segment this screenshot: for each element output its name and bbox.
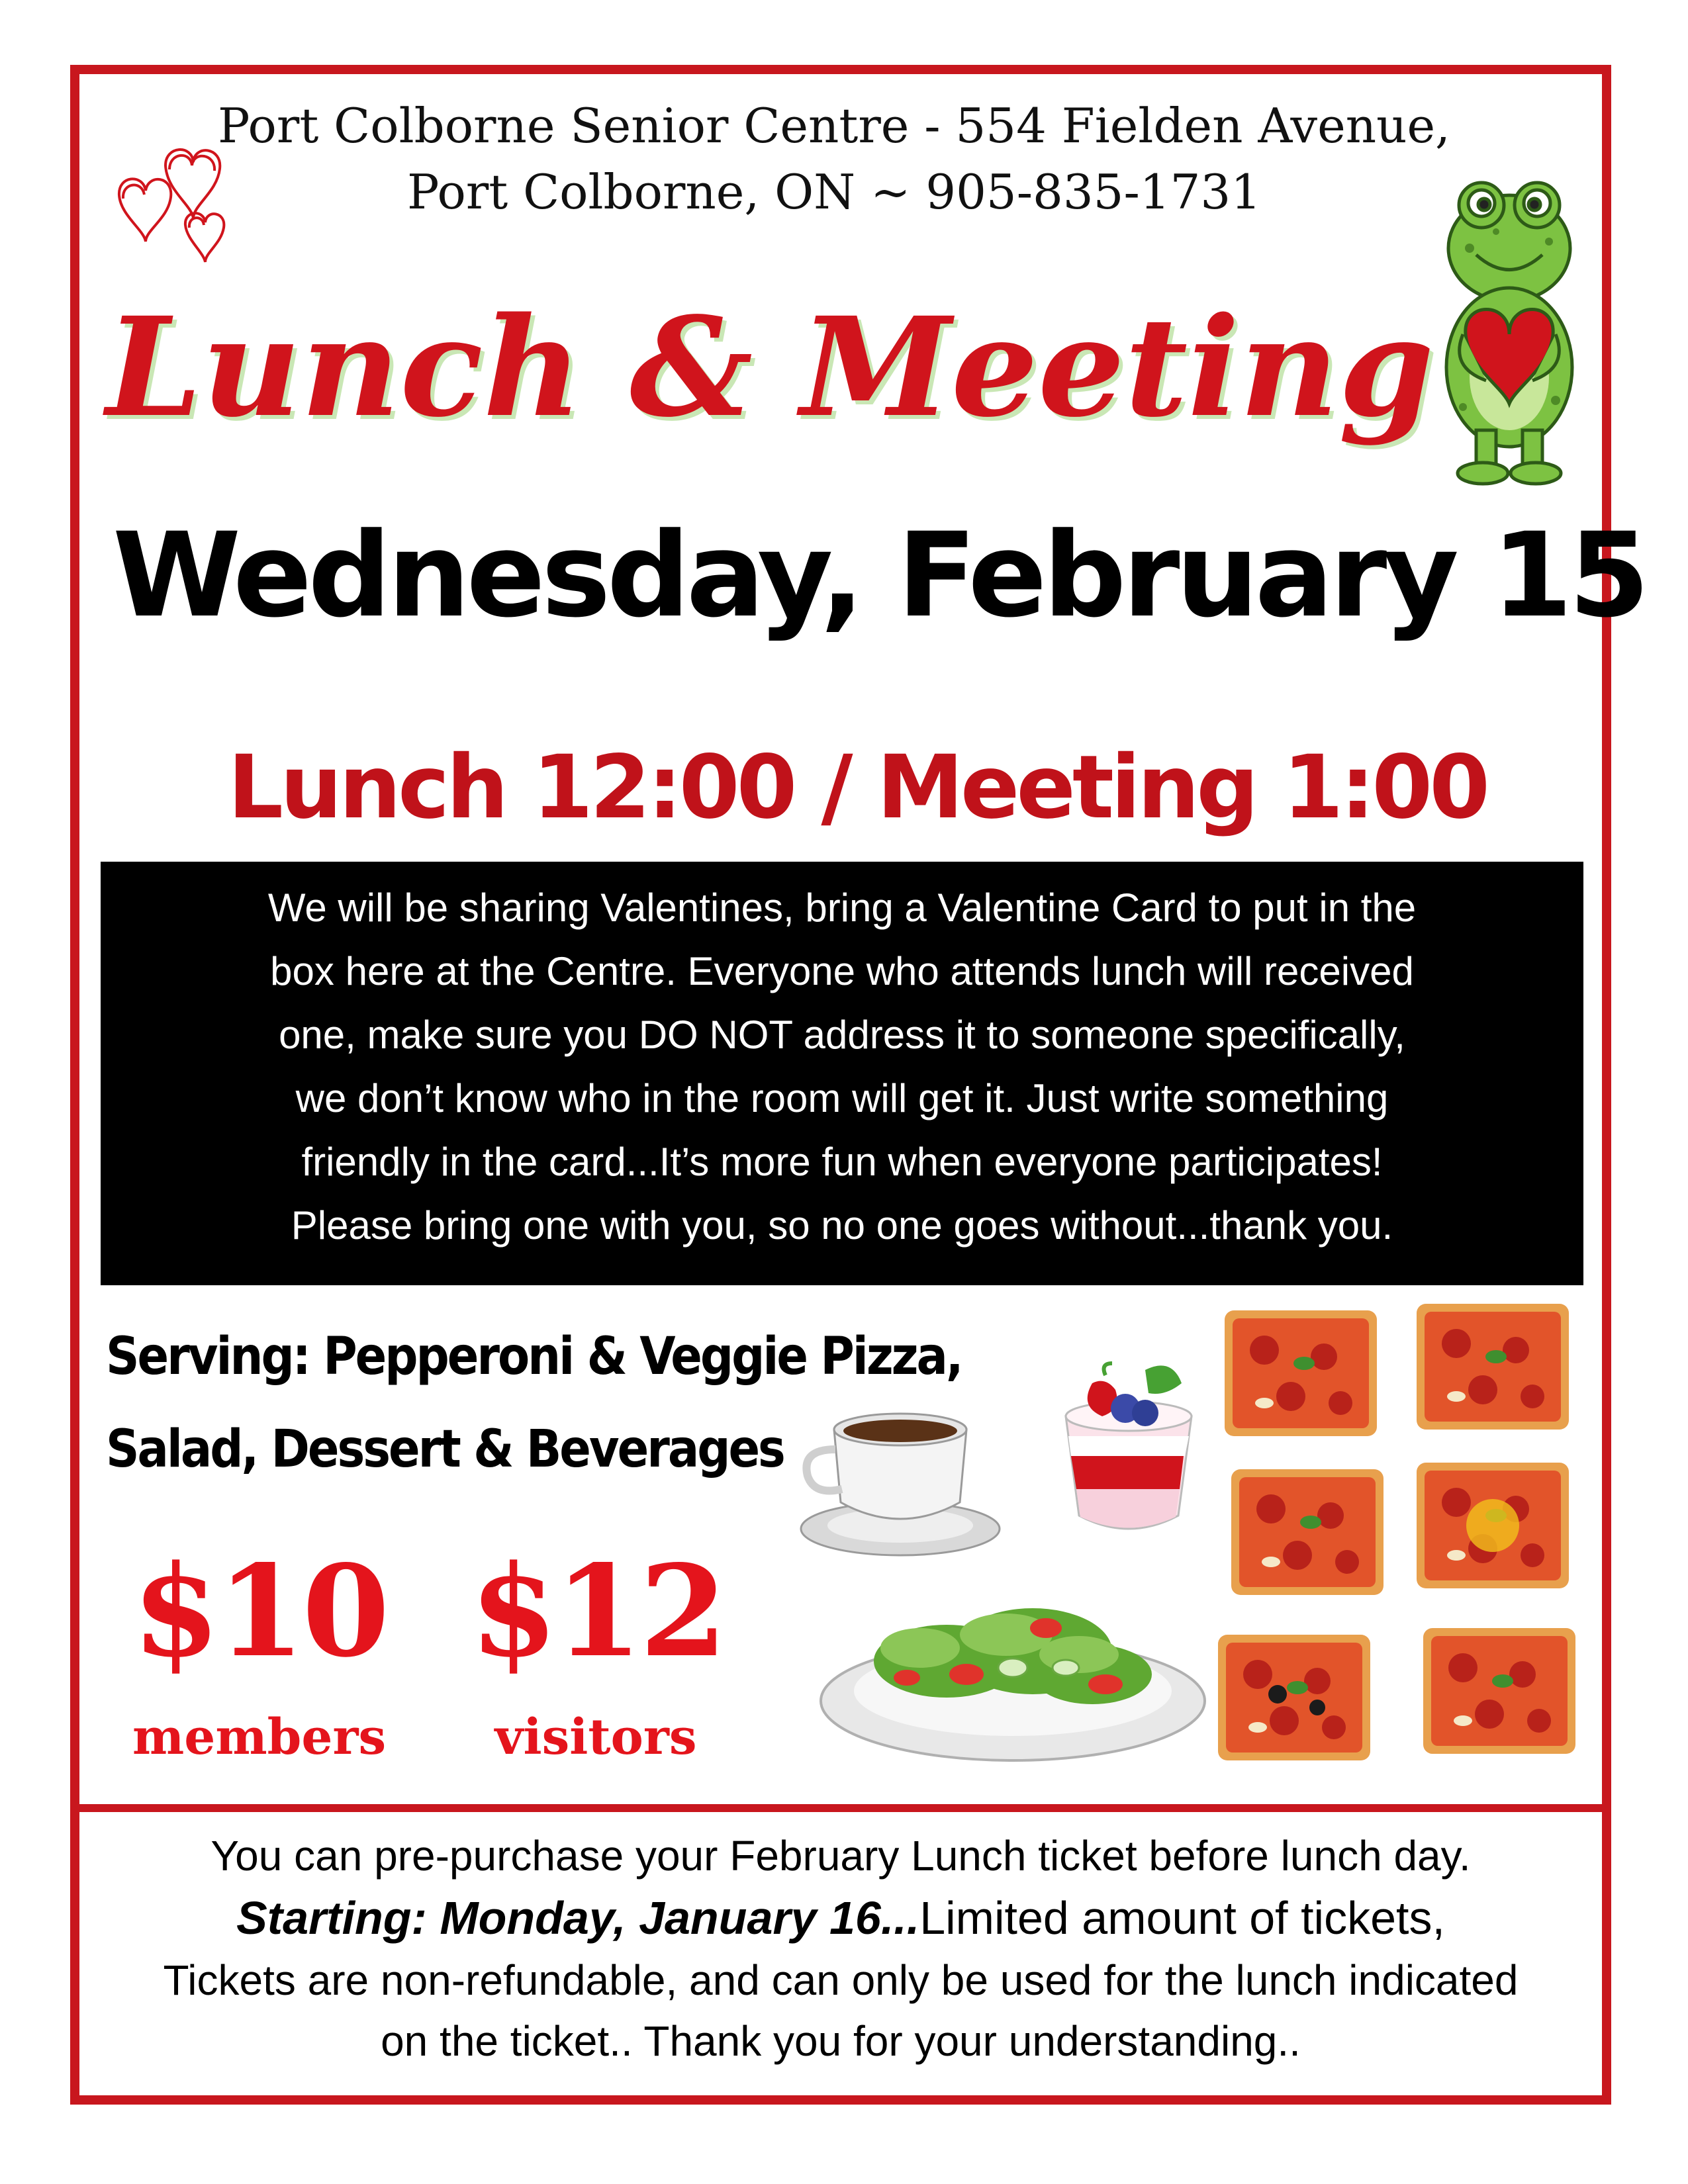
footer-line-2 (93, 1886, 1589, 1950)
footer-limited-note: Limited amount of tickets, (919, 1892, 1445, 1944)
dessert-cup-icon (1039, 1343, 1218, 1549)
menu-line-2: Salad, Dessert & Beverages (106, 1420, 784, 1479)
footer-start-date: Starting: Monday, January 16... (236, 1892, 920, 1944)
event-times: Lunch 12:00 / Meeting 1:00 (227, 737, 1487, 839)
address-block (106, 93, 1562, 225)
event-title: Lunch & Meeting (106, 287, 1434, 447)
members-price: $10 (132, 1537, 387, 1685)
hearts-icon (106, 132, 265, 298)
event-date: Wednesday, February 15 (113, 508, 1646, 643)
address-line-2: Port Colborne, ON ~ 905-835-1731 (406, 164, 1262, 220)
visitors-price: $12 (470, 1537, 725, 1685)
pizza-slices-icon (1218, 1297, 1589, 1780)
address-line-1: Port Colborne Senior Centre - 554 Fielden Avenue, (218, 98, 1450, 154)
valentine-message-box (101, 862, 1583, 1285)
footer-divider (70, 1804, 1611, 1812)
visitors-label: visitors (494, 1709, 697, 1766)
message-line: friendly in the card...It’s more fun when everyone participates! (301, 1140, 1383, 1184)
message-line: We will be sharing Valentines, bring a Valentine Card to put in the (267, 886, 1417, 930)
message-line: box here at the Centre. Everyone who attends lunch will received (270, 949, 1414, 993)
menu-line-1: Serving: Pepperoni & Veggie Pizza, (106, 1327, 962, 1387)
footer-line-3: Tickets are non-refundable, and can only be used for the lunch indicated (163, 1956, 1519, 2004)
footer-line-4: on the ticket.. Thank you for your understanding.. (381, 2017, 1301, 2065)
message-line: we don’t know who in the room will get it. Just write something (295, 1076, 1389, 1120)
footer-line-1: You can pre-purchase your February Lunch ticket before lunch day. (211, 1832, 1471, 1880)
members-label: members (132, 1709, 387, 1766)
salad-plate-icon (814, 1562, 1211, 1767)
message-line: one, make sure you DO NOT address it to someone specifically, (279, 1013, 1405, 1057)
ticket-info-footer (93, 1825, 1589, 2071)
coffee-cup-icon (794, 1403, 1006, 1562)
menu-serving (106, 1310, 962, 1496)
frog-with-heart-icon (1423, 169, 1595, 493)
message-line: Please bring one with you, so no one goes without...thank you. (291, 1203, 1393, 1248)
